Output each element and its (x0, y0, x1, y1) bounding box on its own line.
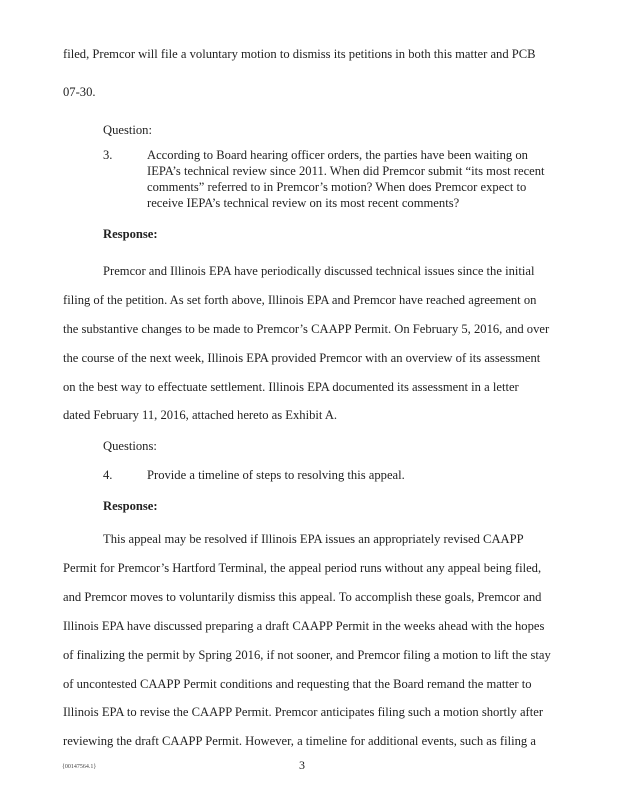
response-label: Response: (103, 499, 158, 513)
question-line: receive IEPA’s technical review on its most recent comments? (147, 196, 460, 210)
question-line: comments” referred to in Premcor’s motion? When does Premcor expect to (147, 180, 527, 194)
question-line: Provide a timeline of steps to resolving this appeal. (147, 468, 405, 482)
question-label: Question: (103, 123, 152, 137)
response-line: reviewing the draft CAAPP Permit. However, a timeline for additional events, such as filing a (63, 734, 536, 748)
question-line: According to Board hearing officer orders, the parties have been waiting on (147, 148, 528, 162)
page-number: 3 (299, 758, 305, 772)
response-line: This appeal may be resolved if Illinois EPA issues an appropriately revised CAAPP (103, 532, 524, 546)
response-line: dated February 11, 2016, attached hereto as Exhibit A. (63, 408, 338, 422)
intro-line: 07-30. (63, 85, 96, 99)
response-line: the substantive changes to be made to Premcor’s CAAPP Permit. On February 5, 2016, and over (63, 322, 550, 336)
question-number: 4. (103, 468, 113, 482)
response-line: on the best way to effectuate settlement. Illinois EPA documented its assessment in a letter (63, 380, 519, 394)
response-line: and Premcor moves to voluntarily dismiss this appeal. To accomplish these goals, Premcor and (63, 590, 542, 604)
intro-line: filed, Premcor will file a voluntary motion to dismiss its petitions in both this matter and PCB (63, 47, 536, 61)
response-line: filing of the petition. As set forth above, Illinois EPA and Premcor have reached agreement on (63, 293, 537, 307)
question-number: 3. (103, 148, 113, 162)
response-line: Premcor and Illinois EPA have periodically discussed technical issues since the initial (103, 264, 535, 278)
response-line: of finalizing the permit by Spring 2016, if not sooner, and Premcor filing a motion to lift the stay (63, 648, 551, 662)
question-line: IEPA’s technical review since 2011. When did Premcor submit “its most recent (147, 164, 545, 178)
question-label: Questions: (103, 439, 157, 453)
response-label: Response: (103, 227, 158, 241)
response-line: of uncontested CAAPP Permit conditions and requesting that the Board remand the matter to (63, 677, 532, 691)
footer-doc-id: {00147564.1} (62, 764, 97, 770)
response-line: Permit for Premcor’s Hartford Terminal, the appeal period runs without any appeal being filed, (63, 561, 542, 575)
response-line: the course of the next week, Illinois EPA provided Premcor with an overview of its assessment (63, 351, 541, 365)
response-line: Illinois EPA have discussed preparing a draft CAAPP Permit in the weeks ahead with the hopes (63, 619, 545, 633)
response-line: Illinois EPA to revise the CAAPP Permit. Premcor anticipates filing such a motion shortly after (63, 705, 544, 719)
